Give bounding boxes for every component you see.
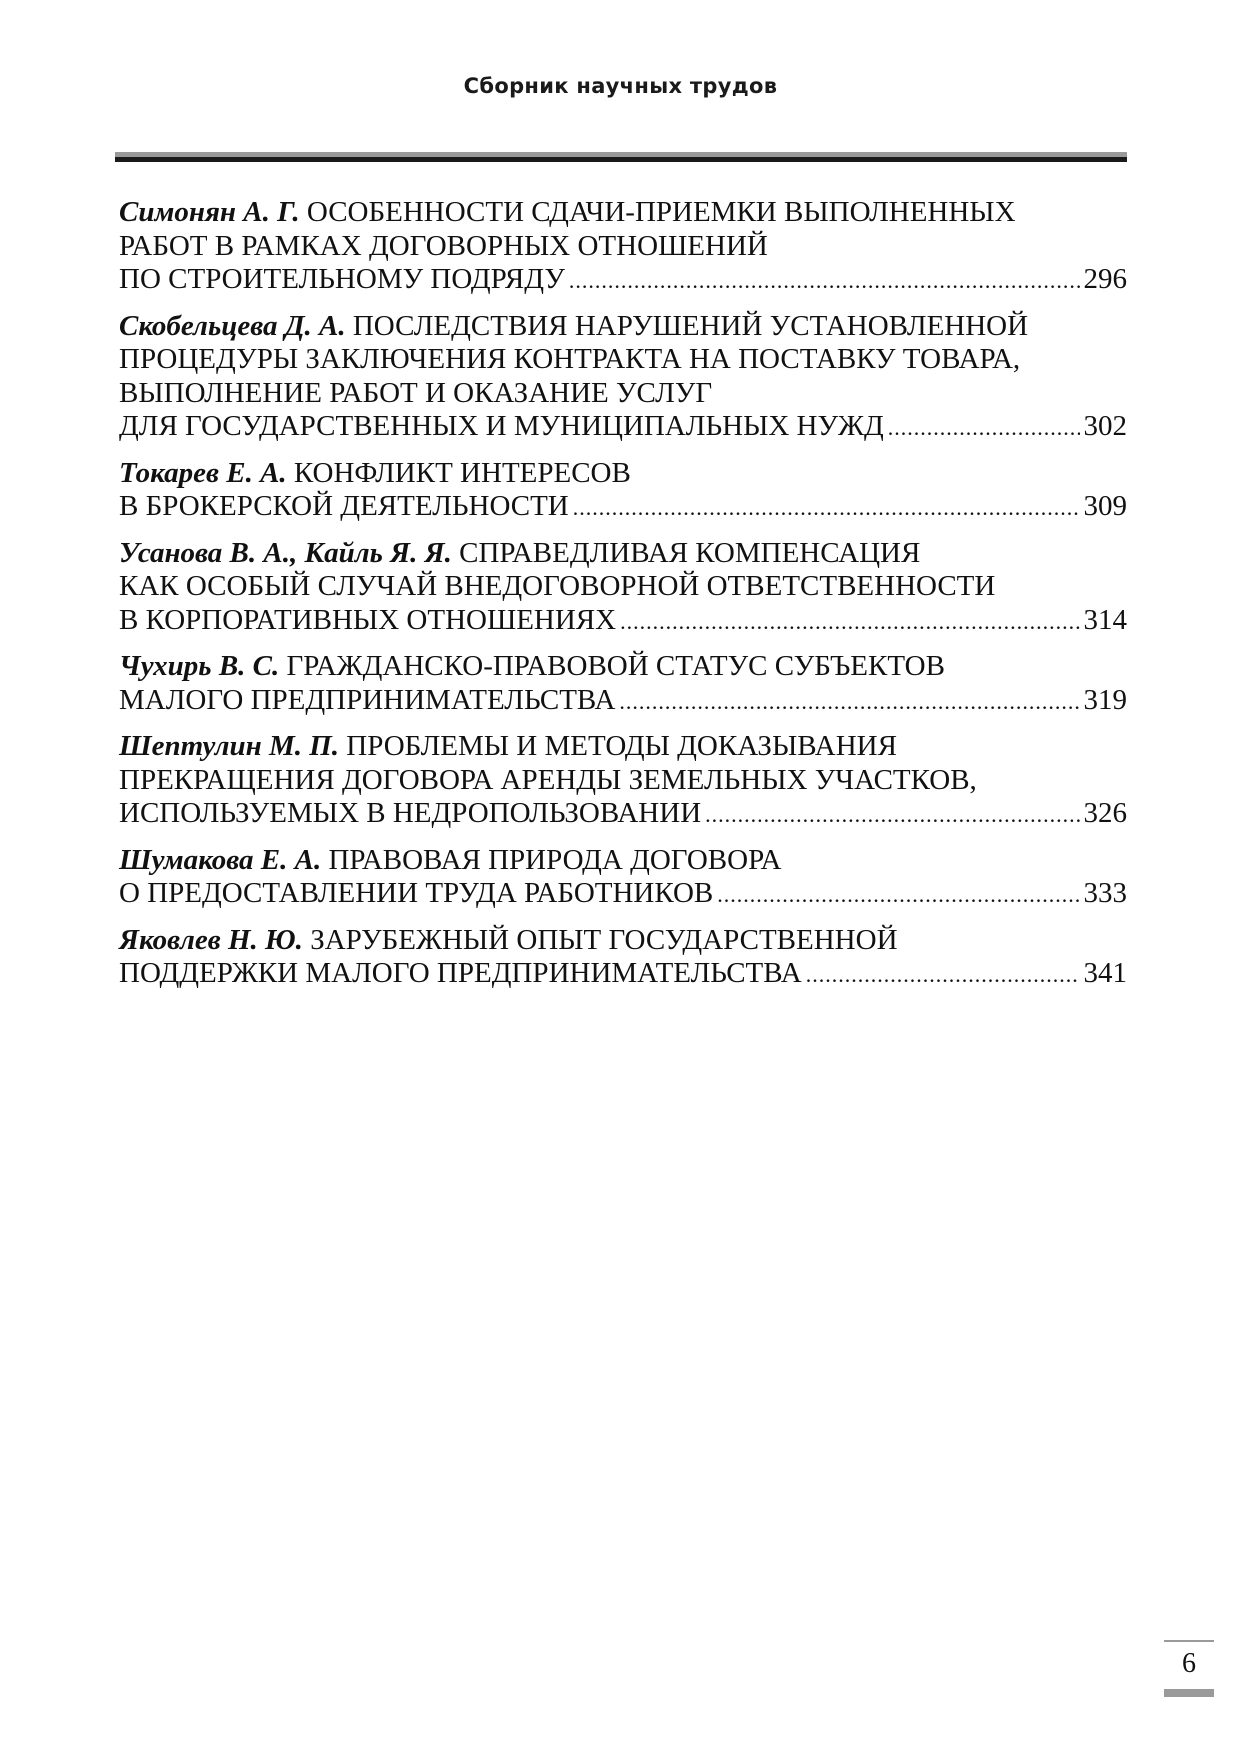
toc-entry-title-start: КОНФЛИКТ ИНТЕРЕСОВ [293,456,631,489]
toc-dot-leader [573,491,1080,525]
toc-entry-first-line [119,650,1127,684]
toc-entry-first-line [119,196,1127,230]
toc-entry-author: Токарев Е. А. [119,456,287,489]
page-number-rule-bottom [1164,1689,1214,1697]
toc-entry[interactable] [119,196,1127,298]
toc-entry-author: Чухирь В. С. [119,650,280,682]
toc-entry-title-end: ПОДДЕРЖКИ МАЛОГО ПРЕДПРИНИМАТЕЛЬСТВА [119,957,802,989]
toc-dot-leader [806,958,1080,992]
running-header-title: Сборник научных трудов [463,74,778,98]
toc-dot-leader [888,411,1080,445]
toc-entry-title-line: РАБОТ В РАМКАХ ДОГОВОРНЫХ ОТНОШЕНИЙ [119,229,768,262]
toc-entry-title-start: ЗАРУБЕЖНЫЙ ОПЫТ ГОСУДАРСТВЕННОЙ [310,923,898,956]
toc-entry-author: Усанова В. А., Кайль Я. Я. [119,536,452,569]
toc-entry-title-end: В БРОКЕРСКОЙ ДЕЯТЕЛЬНОСТИ [119,490,569,522]
toc-dot-leader [569,264,1080,298]
page-number-rule-top [1164,1640,1214,1642]
toc-entry-first-line [119,310,1127,344]
toc-dot-leader [619,685,1079,719]
toc-entry-page-number: 341 [1083,957,1127,989]
toc-entry-title-start: СПРАВЕДЛИВАЯ КОМПЕНСАЦИЯ [459,536,921,569]
header-divider-dark [115,157,1127,162]
toc-entry-first-line [119,537,1127,571]
toc-entry-author: Шумакова Е. А. [119,843,322,876]
toc-entry-page-number: 302 [1083,410,1127,442]
toc-dot-leader [620,605,1079,639]
toc-entry-last-line [119,957,1127,992]
toc-entry-first-line [119,844,1127,878]
toc-entry-title-start: ПРОБЛЕМЫ И МЕТОДЫ ДОКАЗЫВАНИЯ [346,730,897,762]
toc-entry-author: Яковлев Н. Ю. [119,923,303,956]
toc-entry-first-line [119,924,1127,958]
toc-entry-page-number: 296 [1083,263,1127,295]
toc-dot-leader [705,798,1079,832]
page-number: 6 [1182,1648,1196,1679]
toc-entry-last-line [119,604,1127,639]
toc-entry-title-start: ОСОБЕННОСТИ СДАЧИ-ПРИЕМКИ ВЫПОЛНЕННЫХ [306,196,1016,228]
toc-entry-page-number: 326 [1083,797,1127,829]
toc-entry-page-number: 314 [1083,603,1127,636]
toc-entry-title-end: ПО СТРОИТЕЛЬНОМУ ПОДРЯДУ [119,263,565,295]
toc-entry-title-end: О ПРЕДОСТАВЛЕНИИ ТРУДА РАБОТНИКОВ [119,877,714,909]
toc-entry-last-line [119,877,1127,912]
toc-entry-last-line [119,490,1127,525]
toc-entry-title-line: ПРЕКРАЩЕНИЯ ДОГОВОРА АРЕНДЫ ЗЕМЕЛЬНЫХ УЧАСТКОВ, [119,763,977,796]
toc-entry-title-line: КАК ОСОБЫЙ СЛУЧАЙ ВНЕДОГОВОРНОЙ ОТВЕТСТВЕННОСТИ [119,570,996,602]
toc-entry-page-number: 309 [1083,490,1127,522]
toc-entry-last-line [119,684,1127,719]
toc-entry-author: Симонян А. Г. [119,196,300,228]
toc-entry[interactable] [119,730,1127,832]
toc-entry-page-number: 333 [1083,877,1127,909]
toc-dot-leader [717,878,1079,912]
toc-entry-first-line [119,457,1127,491]
toc-entry-title-line: ВЫПОЛНЕНИЕ РАБОТ И ОКАЗАНИЕ УСЛУГ [119,376,713,409]
toc-entry-title-start: ПОСЛЕДСТВИЯ НАРУШЕНИЙ УСТАНОВЛЕННОЙ [352,309,1029,342]
toc-entry-last-line [119,797,1127,832]
toc-entry-title-end: МАЛОГО ПРЕДПРИНИМАТЕЛЬСТВА [119,683,616,716]
toc-entry[interactable] [119,537,1127,639]
toc-entry-title-end: ДЛЯ ГОСУДАРСТВЕННЫХ И МУНИЦИПАЛЬНЫХ НУЖД [119,410,884,442]
toc-entry-author: Скобельцева Д. А. [119,309,346,342]
toc-entry[interactable] [119,457,1127,525]
toc-entry-title-start: ГРАЖДАНСКО-ПРАВОВОЙ СТАТУС СУБЪЕКТОВ [286,650,945,682]
toc-entry[interactable] [119,650,1127,718]
toc-entry-title-end: ИСПОЛЬЗУЕМЫХ В НЕДРОПОЛЬЗОВАНИИ [119,797,702,829]
table-of-contents [119,196,1127,1004]
toc-entry-title-end: В КОРПОРАТИВНЫХ ОТНОШЕНИЯХ [119,603,617,636]
toc-entry[interactable] [119,924,1127,992]
header-divider [115,152,1127,164]
toc-entry-first-line [119,730,1127,764]
toc-entry[interactable] [119,844,1127,912]
toc-entry-title-start: ПРАВОВАЯ ПРИРОДА ДОГОВОРА [328,843,782,876]
toc-entry-page-number: 319 [1083,683,1127,716]
toc-entry-title-line: ПРОЦЕДУРЫ ЗАКЛЮЧЕНИЯ КОНТРАКТА НА ПОСТАВКУ ТОВАРА, [119,343,1021,375]
toc-entry[interactable] [119,310,1127,445]
toc-entry-last-line [119,410,1127,445]
toc-entry-author: Шептулин М. П. [119,730,340,762]
toc-entry-last-line [119,263,1127,298]
